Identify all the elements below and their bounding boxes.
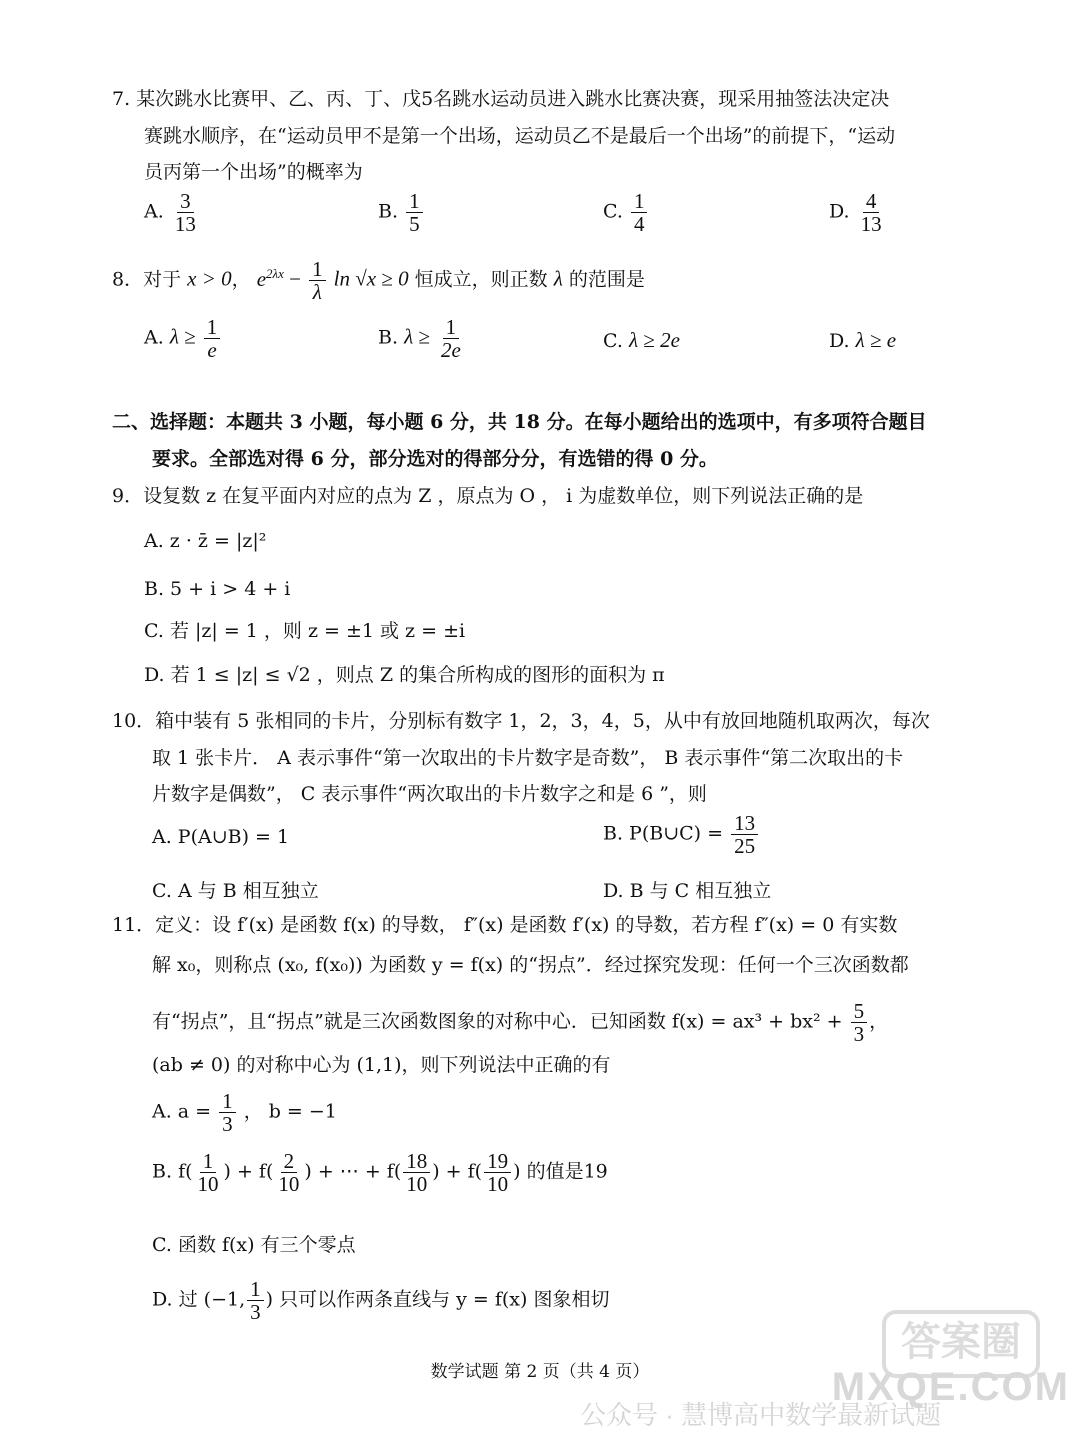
watermark-channel: 公众号 · 慧博高中数学最新试题 — [580, 1400, 942, 1430]
lambda-symbol: λ — [553, 266, 563, 291]
fraction — [403, 1150, 430, 1195]
q8-prefix: 8．对于 — [112, 268, 182, 291]
option-label: B. — [378, 326, 399, 349]
denominator: 3 — [222, 1112, 233, 1137]
q7-line2: 赛跳水顺序，在“运动员甲不是第一个出场，运动员乙不是最后一个出场”的前提下，“运动 — [144, 125, 896, 147]
exp-base: e — [256, 266, 267, 291]
numerator: 1 — [247, 1278, 264, 1301]
option-a-pre: A. a = — [152, 1100, 212, 1123]
minus-sign: − — [289, 266, 302, 291]
fraction — [438, 316, 464, 361]
q10-option-a: A. P(A∪B) = 1 — [152, 826, 290, 848]
option-label: A. — [144, 200, 164, 223]
numerator: 1 — [204, 316, 221, 339]
option-a-post: ， b = −1 — [243, 1100, 337, 1123]
option-label: B. — [152, 1160, 173, 1183]
numerator: 3 — [177, 190, 194, 213]
q8-suffix2: 的范围是 — [568, 268, 645, 291]
fraction — [731, 812, 758, 857]
fraction — [275, 1150, 302, 1195]
numerator: 1 — [219, 1090, 236, 1113]
q8-log-term: ln √x ≥ 0 — [333, 266, 409, 291]
q11-line4: (ab ≠ 0) 的对称中心为 (1,1)，则下列说法中正确的有 — [152, 1054, 611, 1076]
denominator: λ — [312, 280, 322, 305]
fraction — [195, 1150, 222, 1195]
fraction — [858, 190, 885, 235]
fraction — [406, 190, 423, 235]
watermark-site: MXQE.COM — [831, 1365, 1070, 1409]
q8-option-b — [378, 316, 466, 361]
q11-line3-text: 有“拐点”，且“拐点”就是三次函数图象的对称中心．已知函数 f(x) = ax³ + bx² + — [152, 1010, 843, 1033]
q10-option-c: C. A 与 B 相互独立 — [152, 880, 319, 902]
q7-option-d — [829, 190, 887, 235]
q8-suffix: 恒成立，则正数 — [414, 268, 548, 291]
option-label: B. — [378, 200, 399, 223]
q10-option-b — [603, 812, 760, 857]
q11-line2: 解 x₀，则称点 (x₀, f(x₀)) 为函数 y = f(x) 的“拐点”．经过探究发现：任何一个三次函数都 — [152, 954, 909, 976]
watermark-logo: 答案圈 — [882, 1310, 1040, 1378]
section2-heading-line2: 要求。全部选对得 6 分，部分选对的得部分分，有选错的得 0 分。 — [152, 448, 718, 470]
option-text: λ ≥ 2e — [628, 328, 680, 352]
numerator: 4 — [863, 190, 880, 213]
q8-condition: x > 0 — [187, 266, 232, 291]
term-post: ) — [513, 1160, 521, 1183]
numerator: 18 — [403, 1150, 430, 1173]
numerator: 1 — [200, 1150, 217, 1173]
q11-option-c: C. 函数 f(x) 有三个零点 — [152, 1234, 356, 1256]
numerator: 13 — [731, 812, 758, 835]
q9-stem: 9．设复数 z 在复平面内对应的点为 Z ，原点为 O ， i 为虚数单位，则下列说法正确的是 — [112, 485, 864, 507]
q9-option-a: A. z · z̄ = |z|² — [144, 530, 267, 552]
q11-option-a — [152, 1090, 337, 1135]
q7-option-a — [144, 190, 201, 235]
q8-option-a — [144, 316, 222, 361]
denominator: 2e — [440, 338, 461, 363]
numerator: 5 — [851, 1000, 868, 1023]
q9-option-d: D. 若 1 ≤ |z| ≤ √2 ，则点 Z 的集合所构成的图形的面积为 π — [144, 664, 665, 686]
option-label: D. — [829, 200, 850, 223]
option-d-pre: D. 过 (−1, — [152, 1288, 246, 1311]
denominator: 10 — [278, 1172, 300, 1197]
q8-expression — [257, 267, 301, 291]
fraction — [631, 190, 648, 235]
q11-line1: 11．定义：设 f′(x) 是函数 f(x) 的导数， f″(x) 是函数 f′(x) 的导数，若方程 f″(x) = 0 有实数 — [112, 914, 898, 936]
option-label: B. P(B∪C) = — [603, 822, 724, 845]
option-text: λ ≥ e — [855, 328, 897, 352]
option-b-suffix: 的值是19 — [526, 1160, 608, 1183]
q10-line3: 片数字是偶数”， C 表示事件“两次取出的卡片数字之和是 6 ”，则 — [152, 783, 707, 805]
option-label: C. — [603, 330, 623, 352]
numerator: 1 — [309, 258, 326, 281]
q7-line3: 员丙第一个出场”的概率为 — [144, 161, 363, 183]
denominator: 10 — [197, 1172, 219, 1197]
q9-option-b: B. 5 + i > 4 + i — [144, 578, 291, 600]
fraction — [219, 1090, 236, 1135]
option-lhs: λ ≥ — [404, 324, 430, 349]
term-post: ) + f( — [223, 1160, 274, 1183]
denominator: e — [207, 338, 217, 363]
term-post: ) + f( — [432, 1160, 483, 1183]
section2-heading-line1: 二、选择题：本题共 3 小题，每小题 6 分，共 18 分。在每小题给出的选项中，有多项符合题目 — [112, 411, 927, 433]
exp-power: 2λx — [266, 265, 284, 281]
denominator: 4 — [633, 212, 645, 237]
fraction — [309, 258, 326, 303]
numerator: 19 — [484, 1150, 511, 1173]
denominator: 10 — [487, 1172, 509, 1197]
numerator: 1 — [443, 316, 460, 339]
fraction — [204, 316, 221, 361]
q7-option-b — [378, 190, 425, 235]
option-lhs: λ ≥ — [169, 324, 196, 349]
term-pre: f( — [178, 1160, 193, 1183]
q8-option-d — [829, 328, 896, 353]
q8-stem: 8．对于 x > 0， $e^{2\lambda x}$ − $\frac{1}{\lambda}$ ln √x ≥ 0 恒成立，则正数 λ 的范围是 — [112, 257, 645, 305]
q10-line1: 10．箱中装有 5 张相同的卡片，分别标有数字 1，2，3，4，5，从中有放回地随机取两次，每次 — [112, 710, 930, 732]
denominator: 13 — [174, 212, 196, 237]
denominator: 3 — [250, 1300, 261, 1325]
q11-line3 — [152, 1000, 888, 1045]
page-footer: 数学试题 第 2 页（共 4 页） — [430, 1362, 650, 1382]
option-d-post: ) 只可以作两条直线与 y = f(x) 图象相切 — [265, 1288, 610, 1311]
q11-option-d — [152, 1278, 609, 1323]
q8-option-c — [603, 328, 680, 353]
denominator: 13 — [860, 212, 882, 237]
denominator: 25 — [734, 834, 756, 859]
numerator: 1 — [406, 190, 423, 213]
fraction — [851, 1000, 868, 1045]
q7-line1: 7. 某次跳水比赛甲、乙、丙、丁、戊5名跳水运动员进入跳水比赛决赛，现采用抽签法决定决 — [112, 88, 890, 110]
q9-option-c: C. 若 |z| = 1 ，则 z = ±1 或 z = ±i — [144, 620, 466, 642]
numerator: 2 — [281, 1150, 298, 1173]
q7-option-c — [603, 190, 649, 235]
option-label: D. — [829, 330, 850, 352]
numerator: 1 — [631, 190, 648, 213]
q10-option-d: D. B 与 C 相互独立 — [603, 880, 772, 902]
q11-line3-end: ， — [869, 1010, 889, 1033]
option-label: C. — [603, 200, 623, 223]
denominator: 3 — [853, 1022, 865, 1047]
q10-line2: 取 1 张卡片． A 表示事件“第一次取出的卡片数字是奇数”， B 表示事件“第二次取出的卡 — [152, 747, 904, 769]
fraction — [484, 1150, 511, 1195]
denominator: 5 — [409, 212, 420, 237]
denominator: 10 — [406, 1172, 428, 1197]
option-label: A. — [144, 326, 164, 349]
term-post: ) + ⋯ + f( — [304, 1160, 402, 1183]
fraction — [247, 1278, 264, 1323]
fraction — [172, 190, 199, 235]
q11-option-b — [152, 1150, 608, 1195]
